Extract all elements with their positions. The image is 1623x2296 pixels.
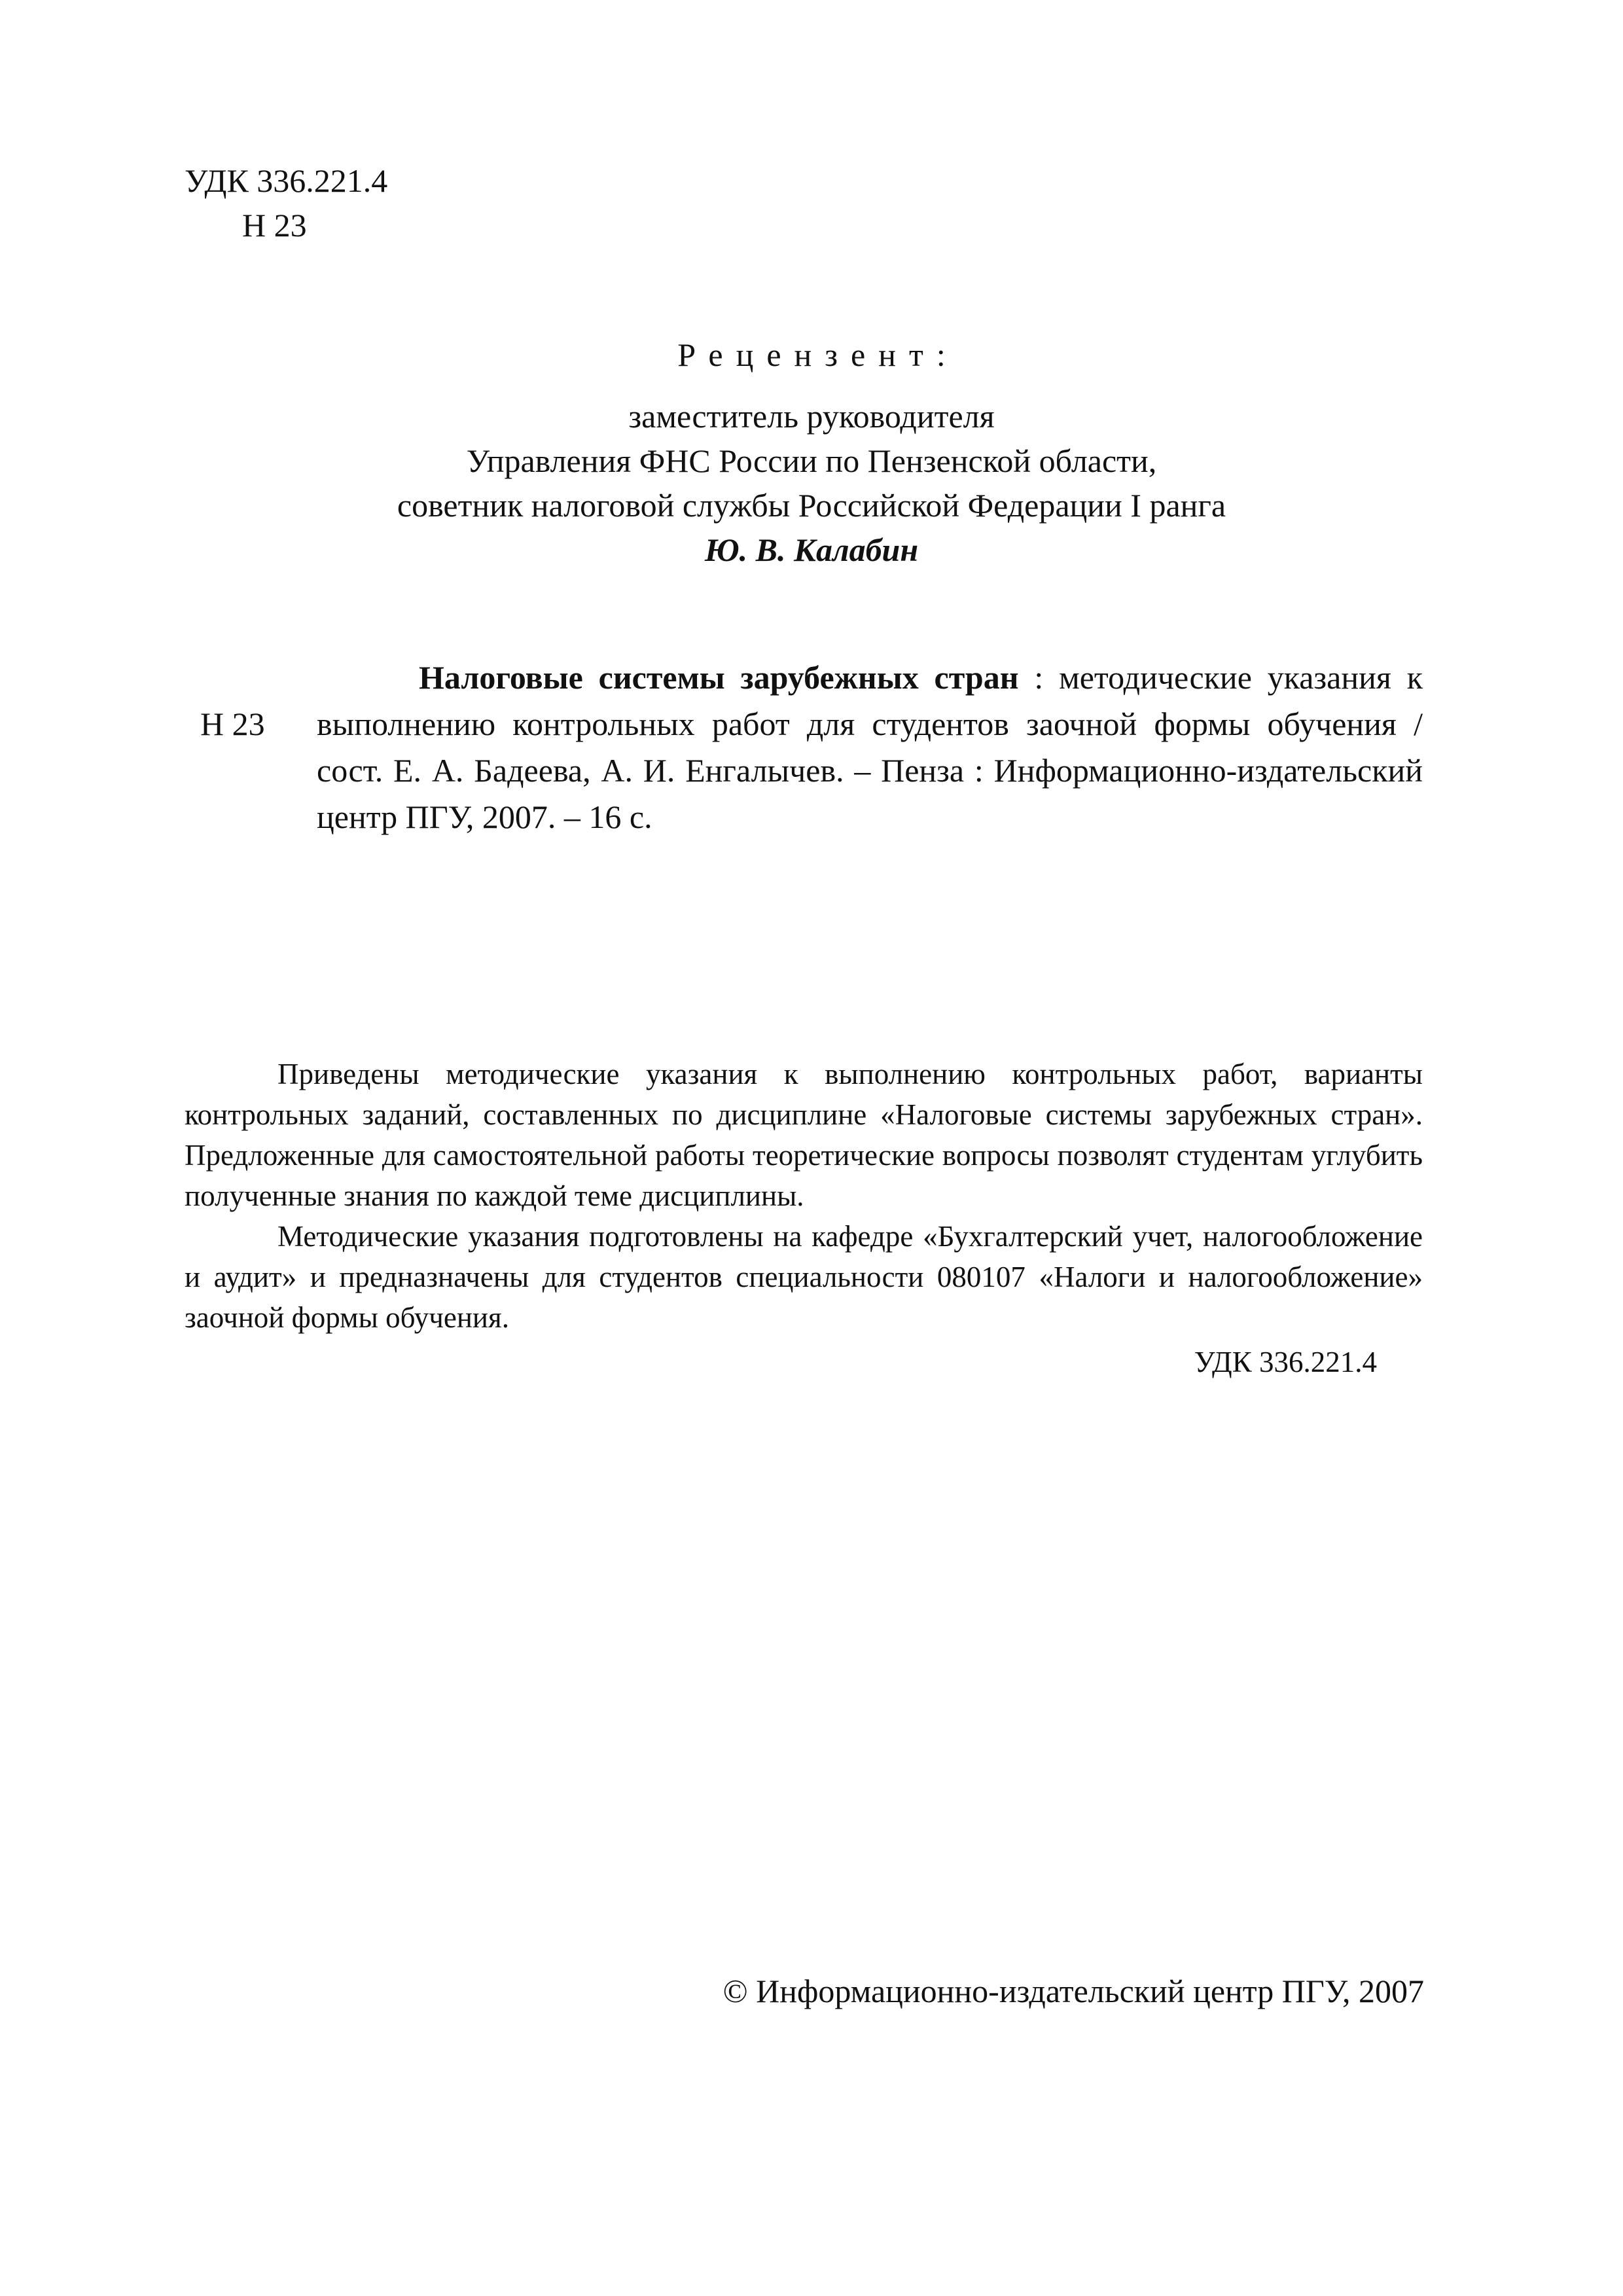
udk-header: [185, 158, 387, 247]
bibliographic-code: Н 23: [200, 706, 265, 742]
annotation-paragraph: Приведены методические указания к выполнению контрольных работ, варианты контрольных заданий, составленных по дисциплине «Налоговые системы зарубежных стран». Предложенные для самостоятельной работы теоретические вопросы позволят студентам углубить полученные знания по каждой теме дисциплины.: [185, 1058, 1423, 1212]
bibliographic-record: [317, 655, 1423, 840]
reviewer-line-1: заместитель руководителя: [628, 398, 995, 435]
annotation-paragraph: Методические указания подготовлены на кафедре «Бухгалтерский учет, налогообложение и аудит» и предназначены для студентов специальности 080107 «Налоги и налогообложение» заочной формы обучения.: [185, 1220, 1423, 1334]
author-sign: Н 23: [242, 207, 307, 243]
annotation: [185, 1054, 1423, 1382]
reviewer-block: [0, 394, 1623, 572]
book-title: Налоговые системы зарубежных стран: [419, 659, 1019, 696]
reviewer-line-2: Управления ФНС России по Пензенской области,: [466, 442, 1157, 479]
reviewer-line-3: советник налоговой службы Российской Федерации I ранга: [397, 487, 1226, 524]
copyright-notice: © Информационно-издательский центр ПГУ, 2007: [722, 1973, 1424, 2009]
reviewer-name: Ю. В. Калабин: [704, 531, 919, 568]
book-description: : методические указания к выполнению контрольных работ для студентов заочной формы обучения / сост. Е. А. Бадеева, А. И. Енгалычев. – Пенза : Информационно-издательский центр ПГУ, 2007. – 16 с.: [317, 659, 1423, 835]
udk-code: УДК 336.221.4: [185, 162, 388, 199]
annotation-udk: УДК 336.221.4: [1194, 1346, 1377, 1378]
reviewer-label: Рецензент:: [677, 336, 959, 373]
